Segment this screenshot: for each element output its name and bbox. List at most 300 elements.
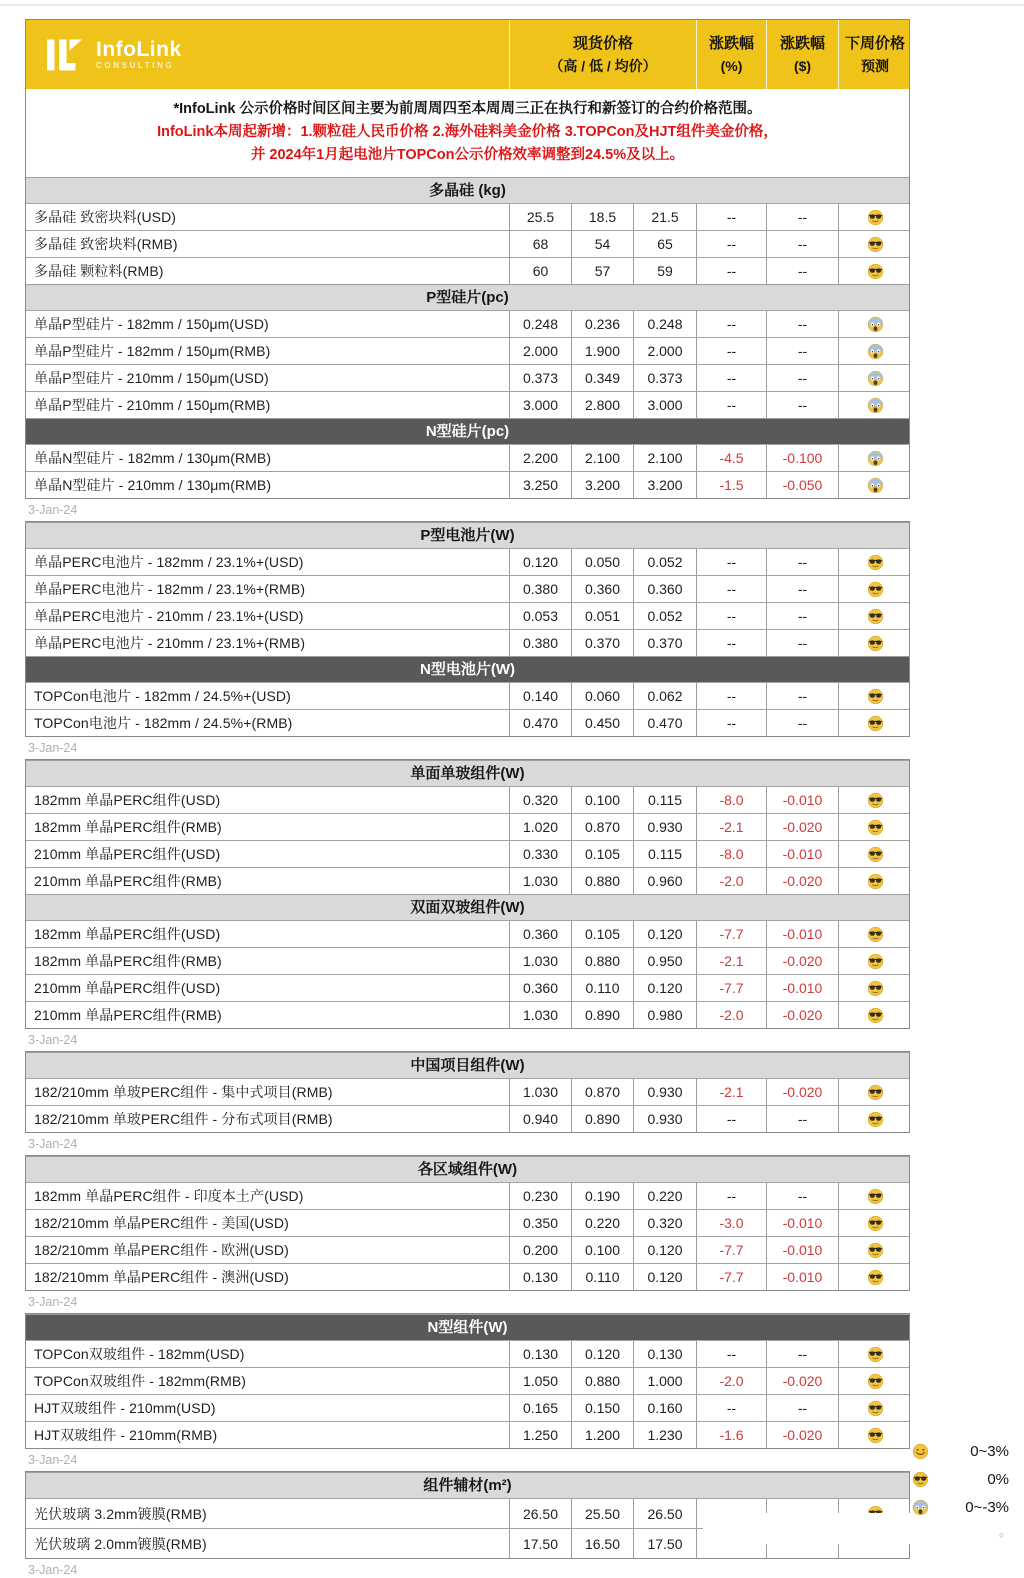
change-pct: -1.5: [696, 472, 766, 498]
forecast-cell: [838, 258, 911, 284]
brand-area: [26, 20, 509, 89]
change-pct: -7.7: [696, 921, 766, 947]
forecast-cell: [838, 231, 911, 257]
table-row: [26, 602, 909, 629]
forecast-cell: [838, 683, 911, 709]
row-label: TOPCon双玻组件 - 182mm(RMB): [34, 1373, 247, 1389]
price-low: 0.890: [571, 1002, 633, 1028]
change-pct: -2.1: [696, 1079, 766, 1105]
price-low: 1.200: [571, 1422, 633, 1448]
row-label: TOPCon电池片 - 182mm / 24.5%+(RMB): [34, 715, 293, 731]
table-row: [26, 974, 909, 1001]
sunglasses-emoji-icon: [867, 581, 884, 598]
row-label: 多晶硅 致密块料(USD): [34, 209, 177, 225]
sunglasses-emoji-icon: [867, 236, 884, 253]
change-usd: --: [766, 576, 838, 602]
table-row: [26, 1367, 909, 1394]
price-avg: 0.470: [633, 710, 696, 736]
sunglasses-emoji-icon: [867, 263, 884, 280]
sunglasses-emoji-icon: [867, 1400, 884, 1417]
table-row: [26, 257, 909, 284]
table-row: [26, 444, 909, 471]
change-usd: -0.020: [766, 814, 838, 840]
price-low: 0.370: [571, 630, 633, 656]
forecast-line1: 下周价格: [844, 34, 905, 52]
change-pct: -7.7: [696, 1264, 766, 1290]
price-avg: 0.160: [633, 1395, 696, 1421]
row-label: 210mm 单晶PERC组件(USD): [34, 846, 221, 862]
forecast-cell: [838, 1002, 911, 1028]
change-usd: -0.010: [766, 921, 838, 947]
change-usd: --: [766, 630, 838, 656]
section-header: N型硅片(pc): [26, 418, 909, 444]
price-low: 0.100: [571, 787, 633, 813]
change-usd: --: [766, 365, 838, 391]
table-row: [26, 682, 909, 709]
price-high: 0.380: [509, 576, 571, 602]
price-high: 1.250: [509, 1422, 571, 1448]
price-high: 26.50: [509, 1499, 571, 1528]
sunglasses-emoji-icon: [867, 1427, 884, 1444]
scream-emoji-icon: [867, 343, 884, 360]
row-label: 单晶PERC电池片 - 182mm / 23.1%+(RMB): [34, 581, 306, 597]
table-row: [26, 391, 909, 418]
price-low: 0.110: [571, 1264, 633, 1290]
price-low: 0.349: [571, 365, 633, 391]
section-header: P型硅片(pc): [26, 284, 909, 310]
table-row: [26, 1394, 909, 1421]
column-header-change-usd: [766, 20, 838, 89]
brand-subtitle: CONSULTING: [96, 60, 175, 70]
change-pct: -8.0: [696, 787, 766, 813]
price-avg: 0.120: [633, 921, 696, 947]
table-row: [26, 230, 909, 257]
price-avg: 0.370: [633, 630, 696, 656]
table-row: [26, 1001, 909, 1028]
row-label: TOPCon电池片 - 182mm / 24.5%+(USD): [34, 688, 291, 704]
change-pct: -3.0: [696, 1210, 766, 1236]
change-usd: -0.020: [766, 948, 838, 974]
change-usd: --: [766, 392, 838, 418]
forecast-cell: [838, 787, 911, 813]
price-high: 1.030: [509, 1079, 571, 1105]
price-high: 0.130: [509, 1264, 571, 1290]
change-pct: -7.7: [696, 975, 766, 1001]
price-high: 0.140: [509, 683, 571, 709]
sunglasses-emoji-icon: [867, 715, 884, 732]
table-row: [26, 337, 909, 364]
change-pct: --: [696, 258, 766, 284]
forecast-cell: [838, 576, 911, 602]
price-low: 57: [571, 258, 633, 284]
table-row: [26, 1105, 909, 1132]
sunglasses-emoji-icon: [867, 608, 884, 625]
column-header-forecast: [838, 20, 911, 89]
price-avg: 0.980: [633, 1002, 696, 1028]
price-table: [25, 1051, 910, 1133]
note-line-3: 并 2024年1月起电池片TOPCon公示价格效率调整到24.5%及以上。: [250, 147, 685, 163]
change-pct: --: [696, 683, 766, 709]
table-row: [26, 203, 909, 230]
price-avg: 0.130: [633, 1341, 696, 1367]
price-high: 1.050: [509, 1368, 571, 1394]
price-avg: 3.200: [633, 472, 696, 498]
row-label: 182/210mm 单玻PERC组件 - 集中式项目(RMB): [34, 1084, 333, 1100]
price-low: 0.450: [571, 710, 633, 736]
price-low: 0.060: [571, 683, 633, 709]
table-row: [26, 813, 909, 840]
change-usd-line2: ($): [793, 57, 812, 74]
price-high: 0.350: [509, 1210, 571, 1236]
sunglasses-emoji-icon: [867, 873, 884, 890]
price-avg: 0.115: [633, 787, 696, 813]
change-pct: -2.0: [696, 868, 766, 894]
change-pct: -2.0: [696, 1368, 766, 1394]
section-header: 多晶硅 (kg): [26, 177, 909, 203]
row-label: 单晶P型硅片 - 182mm / 150μm(RMB): [34, 343, 271, 359]
price-low: 0.190: [571, 1183, 633, 1209]
price-sheet: [25, 19, 910, 1578]
price-low: 2.100: [571, 445, 633, 471]
change-usd: -0.010: [766, 1264, 838, 1290]
price-avg: 59: [633, 258, 696, 284]
price-avg: 0.062: [633, 683, 696, 709]
change-pct: --: [696, 392, 766, 418]
price-table: [25, 521, 910, 737]
section-header: N型组件(W): [26, 1314, 909, 1340]
table-row: [26, 786, 909, 813]
scream-emoji-icon: [867, 397, 884, 414]
price-table: [25, 759, 910, 1029]
price-high: 68: [509, 231, 571, 257]
sunglasses-emoji-icon: [867, 1373, 884, 1390]
row-label: 182mm 单晶PERC组件(USD): [34, 926, 221, 942]
table-row: [26, 310, 909, 337]
table-row: [26, 1340, 909, 1367]
date-label: 3-Jan-24: [28, 1563, 78, 1577]
row-label: 210mm 单晶PERC组件(USD): [34, 980, 221, 996]
change-usd: --: [766, 204, 838, 230]
forecast-cell: [838, 975, 911, 1001]
price-avg: 0.930: [633, 1106, 696, 1132]
price-avg: 17.50: [633, 1529, 696, 1558]
column-header-spot-price: [509, 20, 696, 89]
price-high: 1.030: [509, 868, 571, 894]
price-low: 0.050: [571, 549, 633, 575]
price-high: 0.470: [509, 710, 571, 736]
change-pct: --: [696, 603, 766, 629]
row-label: HJT双玻组件 - 210mm(RMB): [34, 1427, 218, 1443]
row-label: 单晶PERC电池片 - 182mm / 23.1%+(USD): [34, 554, 304, 570]
price-low: 0.360: [571, 576, 633, 602]
sunglasses-emoji-icon: [867, 846, 884, 863]
change-pct: --: [696, 1341, 766, 1367]
change-usd: -0.020: [766, 868, 838, 894]
price-high: 2.000: [509, 338, 571, 364]
forecast-cell: [838, 1183, 911, 1209]
price-high: 0.373: [509, 365, 571, 391]
price-low: 1.900: [571, 338, 633, 364]
change-usd: --: [766, 549, 838, 575]
price-avg: 0.052: [633, 549, 696, 575]
price-avg: 0.115: [633, 841, 696, 867]
notes-block: [26, 89, 909, 177]
price-high: 60: [509, 258, 571, 284]
change-pct: --: [696, 311, 766, 337]
sunglasses-emoji-icon: [867, 819, 884, 836]
forecast-cell: [838, 1368, 911, 1394]
price-high: 1.030: [509, 1002, 571, 1028]
section-header: 各区域组件(W): [26, 1156, 909, 1182]
row-label: 单晶P型硅片 - 182mm / 150μm(USD): [34, 316, 269, 332]
price-table: [25, 1155, 910, 1291]
price-high: 3.000: [509, 392, 571, 418]
forecast-cell: [838, 445, 911, 471]
price-low: 18.5: [571, 204, 633, 230]
price-high: 0.360: [509, 921, 571, 947]
section-header: P型电池片(W): [26, 522, 909, 548]
change-usd: -0.020: [766, 1368, 838, 1394]
forecast-line2: 预测: [861, 57, 889, 74]
legend-label: 0~-3%: [965, 1498, 1009, 1516]
change-pct: -7.7: [696, 1237, 766, 1263]
tables: [25, 499, 910, 1578]
change-pct: -2.1: [696, 948, 766, 974]
row-label: 182mm 单晶PERC组件 - 印度本土产(USD): [34, 1188, 304, 1204]
price-high: 3.250: [509, 472, 571, 498]
brand-text: [96, 39, 182, 71]
price-low: 3.200: [571, 472, 633, 498]
sunglasses-emoji-icon: [867, 1269, 884, 1286]
price-high: 2.200: [509, 445, 571, 471]
price-high: 0.380: [509, 630, 571, 656]
price-avg: 1.230: [633, 1422, 696, 1448]
price-avg: 2.000: [633, 338, 696, 364]
change-pct: --: [696, 1395, 766, 1421]
sunglasses-emoji-icon: [867, 792, 884, 809]
row-label: 多晶硅 致密块料(RMB): [34, 236, 178, 252]
forecast-cell: [838, 1395, 911, 1421]
price-high: 25.5: [509, 204, 571, 230]
row-label: 182/210mm 单晶PERC组件 - 美国(USD): [34, 1215, 289, 1231]
sunglasses-emoji-icon: [867, 1346, 884, 1363]
price-high: 0.130: [509, 1341, 571, 1367]
change-pct: --: [696, 1183, 766, 1209]
section-header: N型电池片(W): [26, 656, 909, 682]
forecast-cell: [838, 948, 911, 974]
row-label: 182/210mm 单晶PERC组件 - 澳洲(USD): [34, 1269, 289, 1285]
sunglasses-emoji-icon: [867, 980, 884, 997]
scream-emoji-icon: [867, 370, 884, 387]
price-avg: 1.000: [633, 1368, 696, 1394]
price-avg: 2.100: [633, 445, 696, 471]
change-pct: -1.6: [696, 1422, 766, 1448]
row-label: 光伏玻璃 2.0mm镀膜(RMB): [34, 1535, 207, 1552]
price-low: 16.50: [571, 1529, 633, 1558]
sunglasses-emoji-icon: [867, 635, 884, 652]
row-label: 182/210mm 单玻PERC组件 - 分布式项目(RMB): [34, 1111, 333, 1127]
change-usd: -0.010: [766, 1210, 838, 1236]
legend-row: [912, 1465, 1009, 1493]
table-row: [26, 1236, 909, 1263]
table-row: [26, 1263, 909, 1290]
change-usd: -0.020: [766, 1079, 838, 1105]
scream-emoji-icon: [867, 477, 884, 494]
table-row: [26, 629, 909, 656]
masthead: [26, 20, 909, 89]
change-usd: --: [766, 1106, 838, 1132]
brand-name: InfoLink: [96, 37, 182, 61]
price-low: 0.120: [571, 1341, 633, 1367]
change-usd: -0.050: [766, 472, 838, 498]
sunglasses-emoji-icon: [867, 1084, 884, 1101]
sunglasses-emoji-icon: [867, 554, 884, 571]
row-label: 单晶N型硅片 - 210mm / 130μm(RMB): [34, 477, 272, 493]
row-label: 单晶PERC电池片 - 210mm / 23.1%+(USD): [34, 608, 304, 624]
row-label: 182mm 单晶PERC组件(RMB): [34, 819, 222, 835]
note-line-1: *InfoLink 公示价格时间区间主要为前周周四至本周周三正在执行和新签订的合约价格范围。: [173, 101, 762, 117]
change-usd: --: [766, 683, 838, 709]
forecast-cell: [838, 1264, 911, 1290]
price-high: 1.020: [509, 814, 571, 840]
price-high: 0.330: [509, 841, 571, 867]
price-low: 0.051: [571, 603, 633, 629]
row-label: 182mm 单晶PERC组件(USD): [34, 792, 221, 808]
price-avg: 21.5: [633, 204, 696, 230]
forecast-cell: [838, 338, 911, 364]
table-row: [26, 364, 909, 391]
date-label: 3-Jan-24: [28, 1033, 78, 1047]
row-label: 单晶PERC电池片 - 210mm / 23.1%+(RMB): [34, 635, 306, 651]
change-pct: --: [696, 710, 766, 736]
price-avg: 0.120: [633, 1237, 696, 1263]
price-low: 0.890: [571, 1106, 633, 1132]
row-label: HJT双玻组件 - 210mm(USD): [34, 1400, 216, 1416]
price-high: 0.120: [509, 549, 571, 575]
price-low: 0.150: [571, 1395, 633, 1421]
price-avg: 0.930: [633, 814, 696, 840]
table-row: [26, 471, 909, 498]
change-usd: --: [766, 231, 838, 257]
price-avg: 0.248: [633, 311, 696, 337]
change-usd: --: [766, 338, 838, 364]
table-row: [26, 867, 909, 894]
top-edge-hairline: [0, 4, 1024, 6]
sunglasses-emoji-icon: [867, 1215, 884, 1232]
sunglasses-emoji-icon: [867, 953, 884, 970]
row-label: 182/210mm 单晶PERC组件 - 欧洲(USD): [34, 1242, 289, 1258]
change-pct-line1: 涨跌幅: [708, 34, 754, 52]
price-low: 0.105: [571, 921, 633, 947]
row-label: 210mm 单晶PERC组件(RMB): [34, 1007, 222, 1023]
forecast-cell: [838, 921, 911, 947]
price-low: 0.105: [571, 841, 633, 867]
price-high: 1.030: [509, 948, 571, 974]
scream-emoji-icon: [867, 450, 884, 467]
price-high: 17.50: [509, 1529, 571, 1558]
date-label: 3-Jan-24: [28, 503, 78, 517]
price-avg: 3.000: [633, 392, 696, 418]
forecast-cell: [838, 1341, 911, 1367]
change-pct: -8.0: [696, 841, 766, 867]
stray-period: 。: [999, 1524, 1013, 1539]
price-avg: 0.373: [633, 365, 696, 391]
table-row: [26, 840, 909, 867]
forecast-cell: [838, 814, 911, 840]
column-header-change-pct: [696, 20, 766, 89]
sunglasses-emoji-icon: [867, 688, 884, 705]
row-label: 单晶P型硅片 - 210mm / 150μm(USD): [34, 370, 269, 386]
scream-emoji-icon: [867, 316, 884, 333]
forecast-cell: [838, 204, 911, 230]
row-label: 光伏玻璃 3.2mm镀膜(RMB): [34, 1505, 207, 1522]
sunglasses-emoji-icon: [867, 926, 884, 943]
price-low: 0.880: [571, 948, 633, 974]
price-high: 0.940: [509, 1106, 571, 1132]
legend-label: 0%: [987, 1470, 1009, 1488]
row-label: 单晶N型硅片 - 182mm / 130μm(RMB): [34, 450, 272, 466]
price-high: 0.165: [509, 1395, 571, 1421]
forecast-cell: [838, 1237, 911, 1263]
price-avg: 0.120: [633, 1264, 696, 1290]
date-label: 3-Jan-24: [28, 741, 78, 755]
price-avg: 65: [633, 231, 696, 257]
forecast-cell: [838, 630, 911, 656]
price-avg: 0.360: [633, 576, 696, 602]
price-low: 0.110: [571, 975, 633, 1001]
smile-emoji-icon: [912, 1443, 929, 1460]
price-low: 0.870: [571, 814, 633, 840]
sunglasses-emoji-icon: [867, 1111, 884, 1128]
price-low: 25.50: [571, 1499, 633, 1528]
price-high: 0.320: [509, 787, 571, 813]
price-high: 0.053: [509, 603, 571, 629]
price-high: 0.200: [509, 1237, 571, 1263]
date-label: 3-Jan-24: [28, 1137, 78, 1151]
change-pct: --: [696, 576, 766, 602]
price-low: 0.236: [571, 311, 633, 337]
price-high: 0.230: [509, 1183, 571, 1209]
sunglasses-emoji-icon: [912, 1471, 929, 1488]
row-label: 210mm 单晶PERC组件(RMB): [34, 873, 222, 889]
forecast-cell: [838, 392, 911, 418]
change-pct-line2: (%): [720, 57, 743, 74]
change-pct: --: [696, 1106, 766, 1132]
change-pct: --: [696, 204, 766, 230]
forecast-cell: [838, 1079, 911, 1105]
forecast-legend: [912, 1437, 1009, 1521]
price-low: 54: [571, 231, 633, 257]
price-avg: 0.120: [633, 975, 696, 1001]
price-high: 0.248: [509, 311, 571, 337]
legend-label: 0~3%: [970, 1442, 1009, 1460]
forecast-cell: [838, 868, 911, 894]
forecast-cell: [838, 365, 911, 391]
row-label: 182mm 单晶PERC组件(RMB): [34, 953, 222, 969]
table-row: [26, 1209, 909, 1236]
price-table: [25, 1313, 910, 1449]
change-usd: --: [766, 1341, 838, 1367]
sunglasses-emoji-icon: [867, 1242, 884, 1259]
row-label: 单晶P型硅片 - 210mm / 150μm(RMB): [34, 397, 271, 413]
change-usd: -0.010: [766, 787, 838, 813]
forecast-cell: [838, 472, 911, 498]
price-avg: 0.960: [633, 868, 696, 894]
change-usd: --: [766, 258, 838, 284]
change-pct: --: [696, 549, 766, 575]
price-avg: 26.50: [633, 1499, 696, 1528]
row-label: 多晶硅 颗粒料(RMB): [34, 263, 164, 279]
